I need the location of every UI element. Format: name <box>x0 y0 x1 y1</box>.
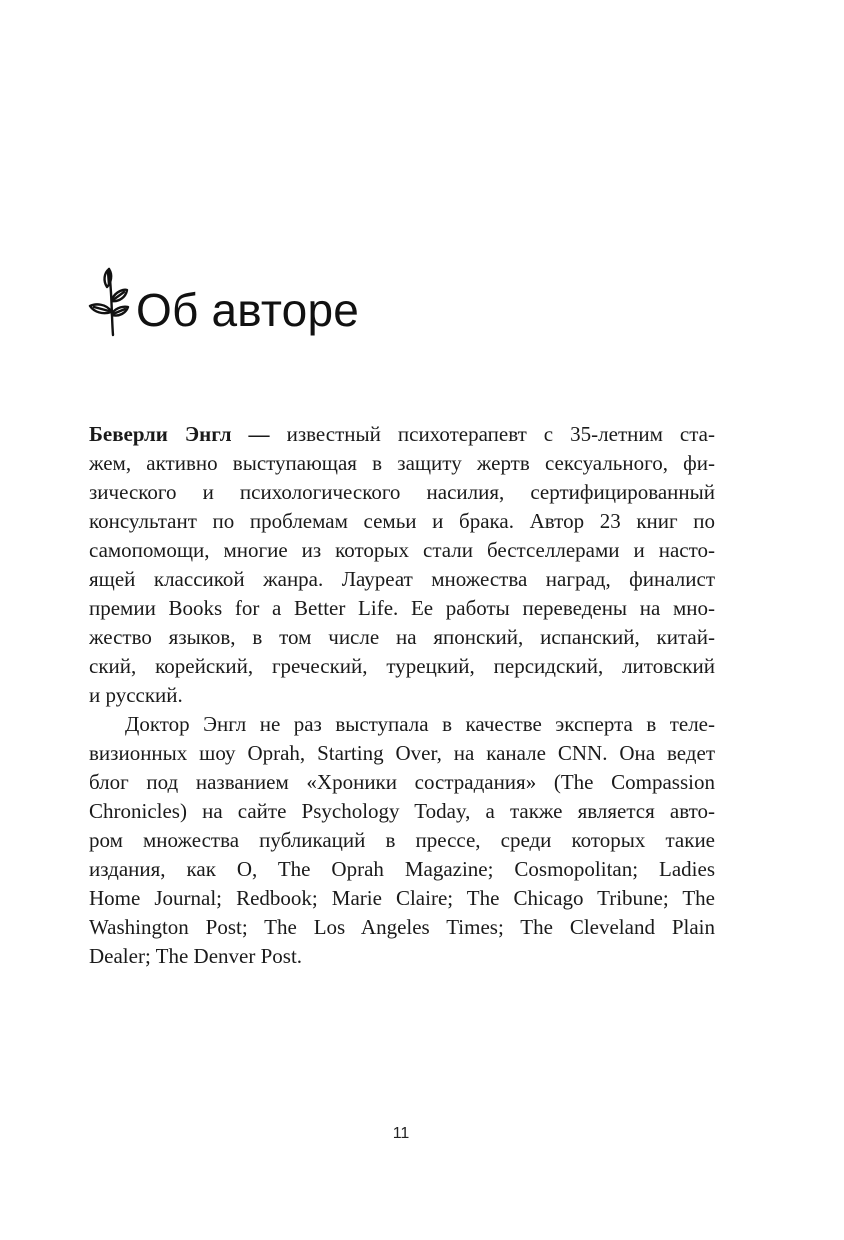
text-line: Home Journal; Redbook; Marie Claire; The Chicago Tribune; The <box>89 886 715 910</box>
text-line: самопомощи, многие из которых стали бестселлерами и насто- <box>89 538 715 562</box>
author-name: Беверли Энгл — <box>89 422 270 446</box>
text-line: ящей классикой жанра. Лауреат множества наград, финалист <box>89 567 715 591</box>
text-line: ром множества публикаций в прессе, среди которых такие <box>89 828 715 852</box>
text-line: Dealer; The Denver Post. <box>89 944 303 968</box>
chapter-title: Об авторе <box>136 283 360 336</box>
text-line: зического и психологического насилия, сертифицированный <box>89 480 715 504</box>
text-line: премии Books for a Better Life. Ее работы переведены на мно- <box>89 596 715 620</box>
text-line: блог под названием «Хроники сострадания» (The Compassion <box>89 770 715 794</box>
body-text <box>89 420 715 971</box>
paragraph-2 <box>89 710 715 971</box>
text-line: Chronicles) на сайте Psychology Today, а также является авто- <box>89 799 715 823</box>
leaf-sprig-icon <box>86 263 130 337</box>
text-line: визионных шоу Oprah, Starting Over, на канале CNN. Она ведет <box>89 741 715 765</box>
paragraph-1 <box>89 420 715 710</box>
chapter-heading <box>86 256 359 337</box>
text-line: Washington Post; The Los Angeles Times; The Cleveland Plain <box>89 915 715 939</box>
text-line: Беверли Энгл — известный психотерапевт с 35-летним ста- <box>89 422 715 446</box>
text-line: ский, корейский, греческий, турецкий, персидский, литовский <box>89 654 715 678</box>
text-line: консультант по проблемам семьи и брака. Автор 23 книг по <box>89 509 715 533</box>
text-line: жество языков, в том числе на японский, испанский, китай- <box>89 625 715 649</box>
text-line: жем, активно выступающая в защиту жертв сексуального, фи- <box>89 451 715 475</box>
text-line: Доктор Энгл не раз выступала в качестве эксперта в теле- <box>125 712 715 736</box>
text-line: издания, как O, The Oprah Magazine; Cosmopolitan; Ladies <box>89 857 715 881</box>
text-line: и русский. <box>89 683 183 707</box>
page-number: 11 <box>392 1125 410 1142</box>
